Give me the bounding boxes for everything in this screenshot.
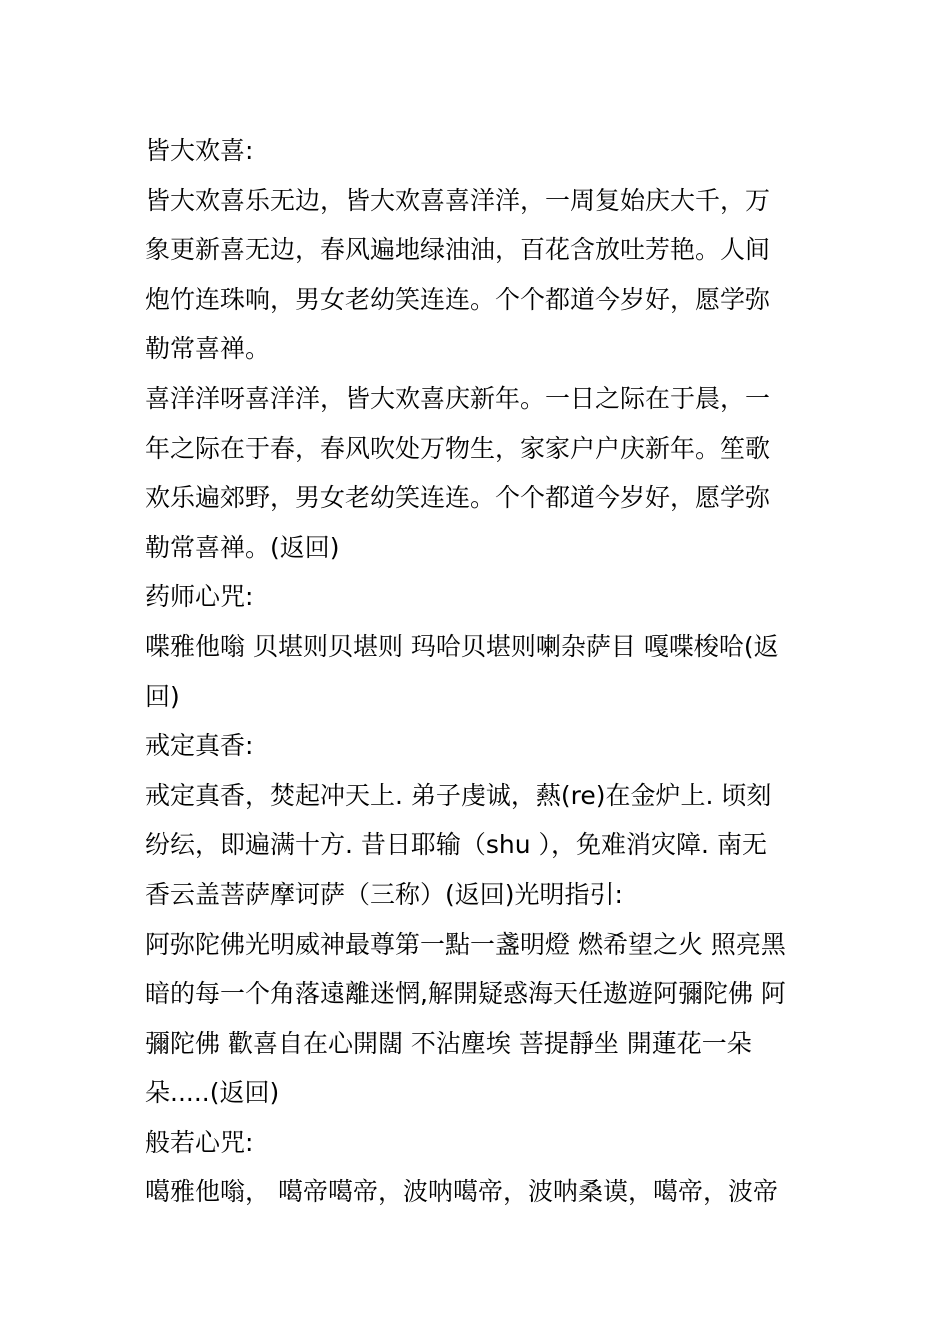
text-line: 炮竹连珠响，男女老幼笑连连。个个都道今岁好，愿学弥 — [145, 284, 771, 314]
text-line: 喜洋洋呀喜洋洋，皆大欢喜庆新年。一日之际在于晨，一 — [145, 383, 771, 413]
heading-bo-re-xin-zhou: 般若心咒: — [145, 1127, 254, 1157]
text-line: 纷纭，即遍满十方. 昔日耶输（shu ），免难消灾障. 南无 — [145, 830, 767, 860]
text-line: 勒常喜禅。 — [145, 334, 271, 364]
text-line: 阿弥陀佛光明威神最尊第一點一盞明燈 燃希望之火 照亮黑 — [145, 929, 786, 959]
heading-jie-ding-zhen-xiang: 戒定真香: — [145, 731, 254, 761]
text-line: 象更新喜无边，春风遍地绿油油，百花含放吐芳艳。人间 — [145, 235, 771, 265]
text-line: 彌陀佛 歡喜自在心開闊 不沾塵埃 菩提靜坐 開蓮花一朵 — [145, 1028, 752, 1058]
text-line: 勒常喜禅。(返回) — [145, 532, 340, 562]
text-line: 回) — [145, 681, 180, 711]
text-line: 喋雅他嗡 贝堪则贝堪则 玛哈贝堪则喇杂萨目 嘎喋梭哈(返 — [145, 631, 779, 661]
text-line: 皆大欢喜乐无边，皆大欢喜喜洋洋，一周复始庆大千，万 — [145, 185, 771, 215]
text-line: 香云盖菩萨摩诃萨（三称）(返回)光明指引: — [145, 879, 623, 909]
text-line: 暗的每一个角落遠離迷惘,解開疑惑海天任遨遊阿彌陀佛 阿 — [145, 979, 786, 1009]
document-body — [145, 126, 805, 1217]
text-line: 年之际在于春，春风吹处万物生，家家户户庆新年。笙歌 — [145, 433, 771, 463]
text-line: 戒定真香，焚起冲天上. 弟子虔诚，爇(re)在金炉上. 顷刻 — [145, 780, 772, 810]
text-line: 朵.....(返回) — [145, 1078, 280, 1108]
text-line: 欢乐遍郊野，男女老幼笑连连。个个都道今岁好，愿学弥 — [145, 483, 771, 513]
heading-yao-shi-xin-zhou: 药师心咒: — [145, 582, 254, 612]
text-line: 噶雅他嗡， 噶帝噶帝，波呐噶帝，波呐桑谟，噶帝，波帝 — [145, 1177, 778, 1207]
heading-jie-da-huan-xi: 皆大欢喜: — [145, 136, 254, 165]
